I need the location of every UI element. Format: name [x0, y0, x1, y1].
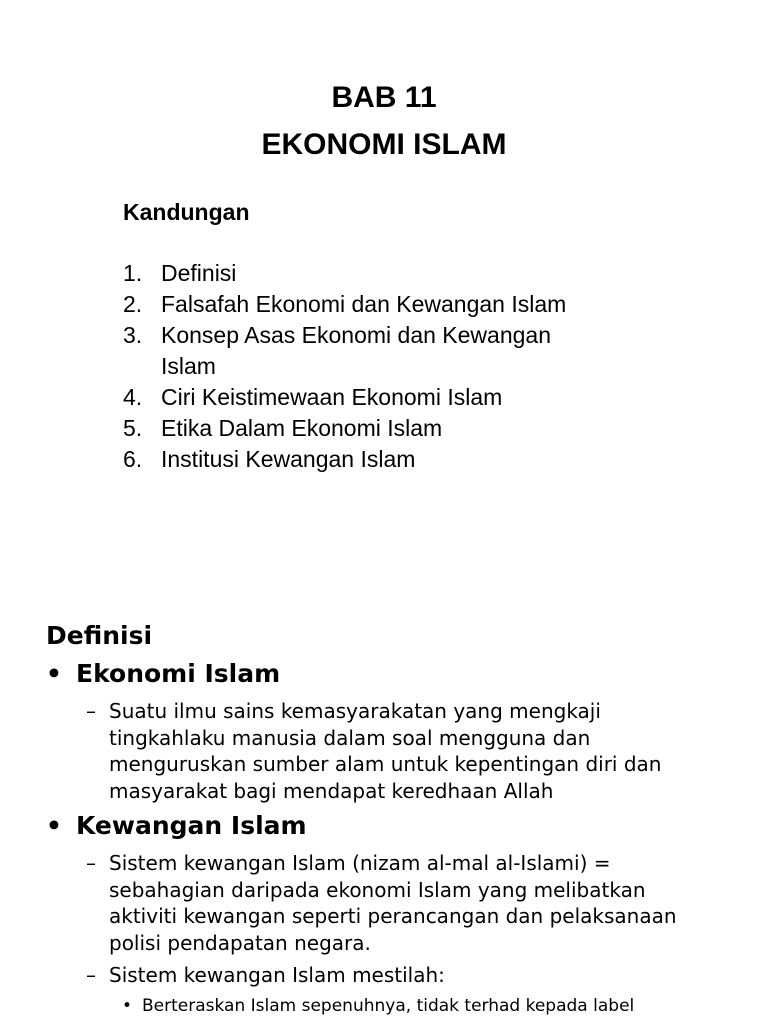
- item-text: Ciri Keistimewaan Ekonomi Islam: [161, 384, 503, 410]
- item-number: 1.: [123, 260, 143, 286]
- sub-bullet-text: Suatu ilmu sains kemasyarakatan yang mengkaji tingkahlaku manusia dalam soal mengguna dan menguruskan sumber alam untuk kepentingan diri dan masyarakat bagi mendapat keredhaan Allah: [109, 699, 662, 803]
- item-number: 2.: [123, 291, 143, 317]
- bullet-label: Ekonomi Islam: [76, 659, 281, 688]
- list-item: [123, 289, 643, 320]
- slide-definition: [0, 610, 768, 1024]
- section-heading: Definisi: [46, 621, 153, 650]
- dash-icon: –: [86, 699, 96, 723]
- item-number: 4.: [123, 384, 143, 410]
- sub-bullet: [86, 850, 726, 956]
- list-item: [123, 413, 643, 444]
- list-item: [123, 382, 643, 413]
- sub-sub-bullet: [122, 994, 742, 1018]
- contents-heading: Kandungan: [123, 199, 250, 225]
- bullet-icon: •: [122, 996, 133, 1016]
- bullet-kewangan-islam: [46, 810, 307, 842]
- bullet-label: Kewangan Islam: [76, 811, 307, 840]
- bullet-ekonomi-islam: [46, 658, 280, 690]
- item-number: 5.: [123, 415, 143, 441]
- dash-icon: –: [86, 963, 96, 987]
- item-number: 3.: [123, 322, 143, 348]
- item-text: Falsafah Ekonomi dan Kewangan Islam: [161, 291, 567, 317]
- dash-icon: –: [86, 851, 96, 875]
- sub-bullet-text: Sistem kewangan Islam (nizam al-mal al-Islami) = sebahagian daripada ekonomi Islam yang melibatkan aktiviti kewangan seperti perancangan dan pelaksanaan polisi pendapatan negara.: [109, 851, 677, 955]
- sub-bullet-text: Sistem kewangan Islam mestilah:: [109, 963, 445, 987]
- sub-sub-bullet-text: Berteraskan Islam sepenuhnya, tidak terhad kepada label: [142, 996, 635, 1016]
- item-text: Institusi Kewangan Islam: [161, 446, 416, 472]
- item-text: Etika Dalam Ekonomi Islam: [161, 415, 443, 441]
- bullet-icon: •: [46, 659, 62, 688]
- bullet-icon: •: [46, 811, 62, 840]
- list-item: [123, 320, 643, 382]
- list-item: [123, 444, 643, 475]
- item-number: 6.: [123, 446, 143, 472]
- chapter-number: BAB 11: [331, 81, 437, 114]
- item-text: Konsep Asas Ekonomi dan Kewangan Islam: [161, 322, 551, 379]
- sub-bullet: [86, 698, 726, 804]
- sub-bullet: [86, 962, 726, 989]
- chapter-title: EKONOMI ISLAM: [261, 128, 507, 161]
- contents-list: [123, 258, 643, 475]
- list-item: [123, 258, 643, 289]
- item-text: Definisi: [161, 260, 237, 286]
